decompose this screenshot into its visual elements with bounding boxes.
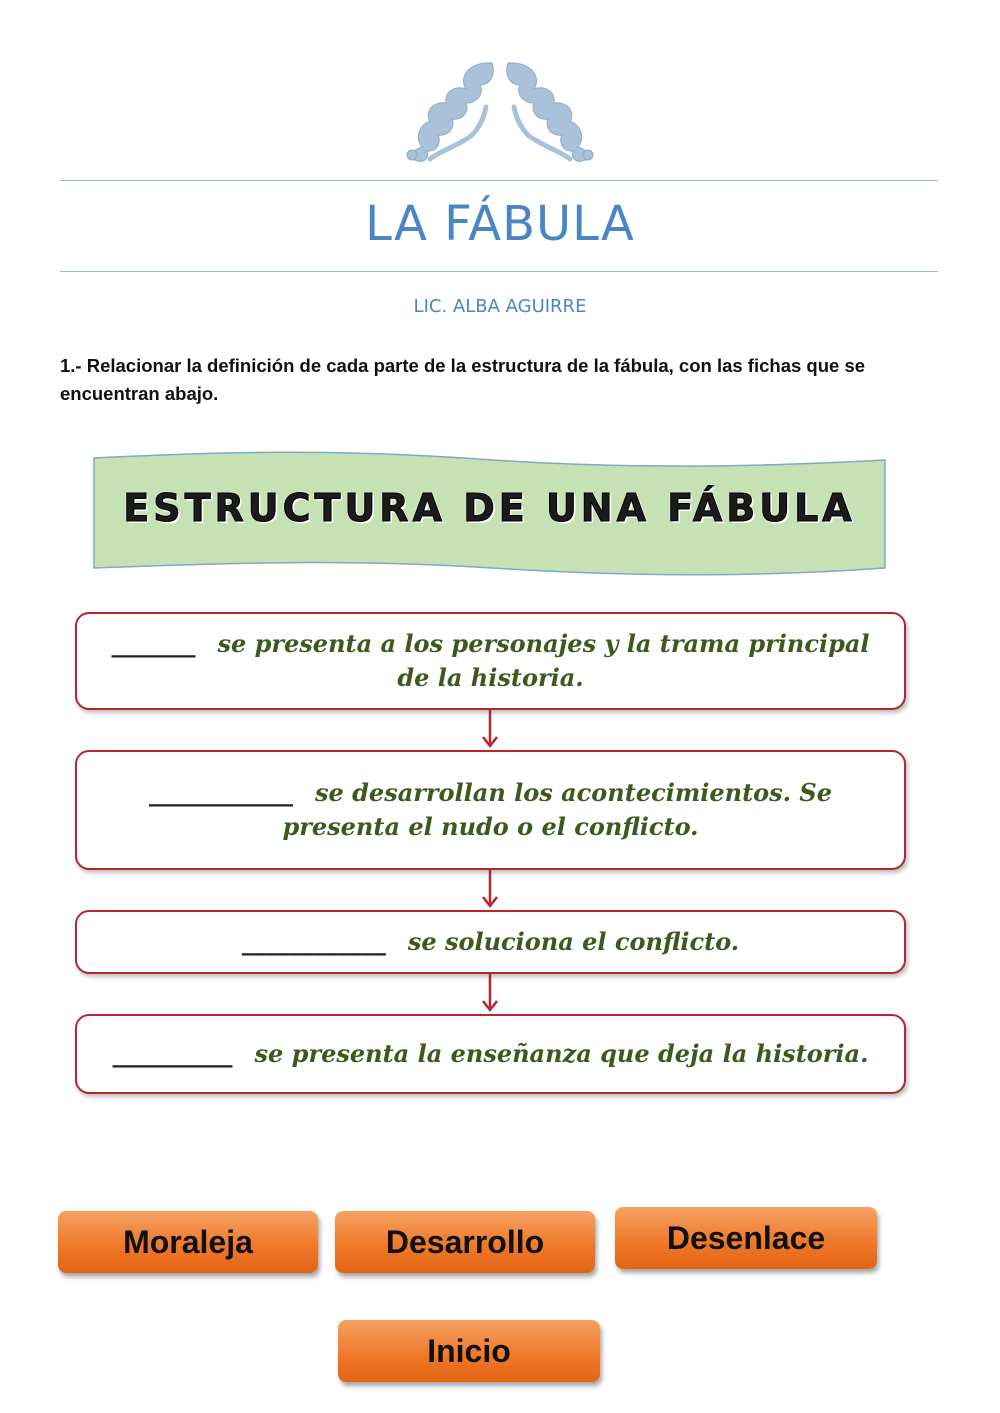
answer-blank[interactable]: __________ xyxy=(112,1039,233,1068)
page-title: LA FÁBULA xyxy=(365,196,635,252)
top-divider xyxy=(60,180,938,181)
definition-text: se desarrollan los acontecimientos. Se presenta el nudo o el conflicto. xyxy=(282,778,832,841)
answer-blank[interactable]: ____________ xyxy=(241,927,386,956)
instruction-text: 1.- Relacionar la definición de cada parte de la estructura de la fábula, con las fichas que se encuentran abajo. xyxy=(60,355,866,404)
down-arrow-icon xyxy=(480,870,500,910)
chip-moraleja[interactable]: Moraleja xyxy=(58,1211,318,1273)
floral-ornament-icon xyxy=(400,55,600,165)
chip-desenlace[interactable]: Desenlace xyxy=(615,1207,877,1269)
bottom-divider xyxy=(60,271,938,272)
structure-box-moraleja xyxy=(75,1014,906,1094)
definition-text: se soluciona el conflicto. xyxy=(407,927,740,956)
author-name: LIC. ALBA AGUIRRE xyxy=(413,296,587,317)
chip-inicio[interactable]: Inicio xyxy=(338,1320,600,1382)
answer-blank[interactable]: ____________ xyxy=(149,778,293,807)
structure-box-desarrollo xyxy=(75,750,906,870)
banner-title: ESTRUCTURA DE UNA FÁBULA xyxy=(123,486,856,530)
answer-blank[interactable]: _______ xyxy=(111,629,196,658)
down-arrow-icon xyxy=(480,710,500,750)
structure-box-inicio xyxy=(75,612,906,710)
definition-text: se presenta la enseñanza que deja la historia. xyxy=(254,1039,869,1068)
definition-text: se presenta a los personajes y la trama principal de la historia. xyxy=(217,629,870,692)
chip-desarrollo[interactable]: Desarrollo xyxy=(335,1211,595,1273)
structure-box-desenlace xyxy=(75,910,906,974)
down-arrow-icon xyxy=(480,974,500,1014)
